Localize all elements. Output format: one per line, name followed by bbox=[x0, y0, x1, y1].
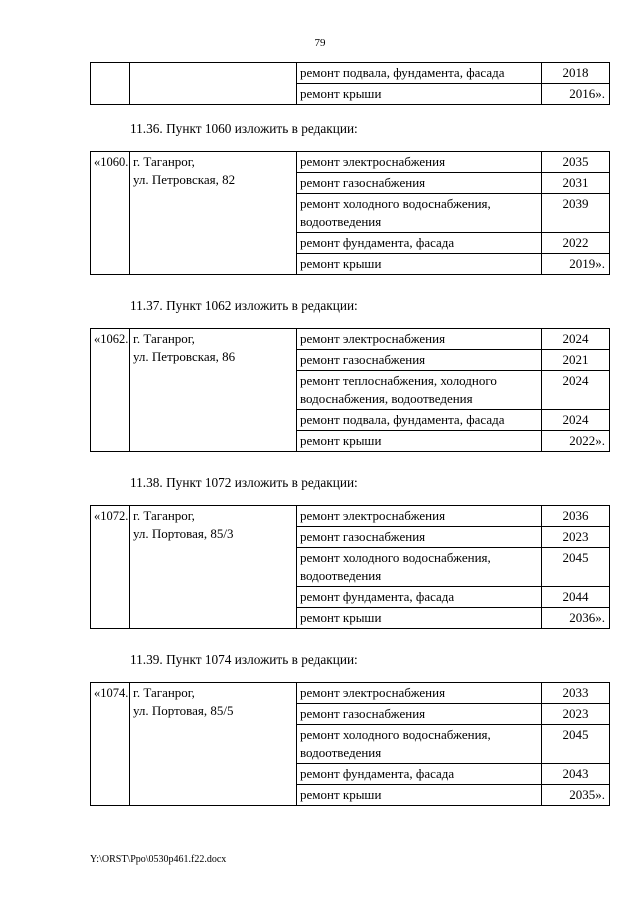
number-cell bbox=[91, 63, 130, 105]
address-line: г. Таганрог, bbox=[133, 154, 195, 169]
year-cell: 2039 bbox=[542, 194, 610, 233]
work-cell: ремонт холодного водоснабжения, водоотведения bbox=[297, 725, 542, 764]
work-cell: ремонт крыши bbox=[297, 608, 542, 629]
year-cell: 2035». bbox=[542, 785, 610, 806]
work-cell: ремонт электроснабжения bbox=[297, 329, 542, 350]
address-cell bbox=[130, 152, 297, 275]
year-cell: 2045 bbox=[542, 725, 610, 764]
year-cell: 2023 bbox=[542, 704, 610, 725]
work-cell: ремонт крыши bbox=[297, 84, 542, 105]
work-cell: ремонт фундамента, фасада bbox=[297, 764, 542, 785]
year-cell: 2043 bbox=[542, 764, 610, 785]
section-table bbox=[90, 328, 610, 452]
work-cell: ремонт холодного водоснабжения, водоотведения bbox=[297, 548, 542, 587]
work-cell: ремонт газоснабжения bbox=[297, 704, 542, 725]
section-heading: 11.39. Пункт 1074 изложить в редакции: bbox=[130, 652, 358, 667]
year-cell: 2045 bbox=[542, 548, 610, 587]
year-cell: 2019». bbox=[542, 254, 610, 275]
year-cell: 2022 bbox=[542, 233, 610, 254]
section-table bbox=[90, 505, 610, 629]
section-heading: 11.36. Пункт 1060 изложить в редакции: bbox=[130, 121, 358, 136]
page-number: 79 bbox=[314, 37, 326, 49]
work-cell: ремонт фундамента, фасада bbox=[297, 587, 542, 608]
address-cell bbox=[130, 329, 297, 452]
year-cell: 2036». bbox=[542, 608, 610, 629]
work-cell: ремонт электроснабжения bbox=[297, 152, 542, 173]
work-cell: ремонт крыши bbox=[297, 785, 542, 806]
work-cell: ремонт газоснабжения bbox=[297, 173, 542, 194]
year-cell: 2036 bbox=[542, 506, 610, 527]
table-row bbox=[91, 63, 610, 84]
year-cell: 2024 bbox=[542, 371, 610, 410]
continuation-table bbox=[90, 62, 610, 105]
section-heading: 11.37. Пункт 1062 изложить в редакции: bbox=[130, 298, 358, 313]
section-heading: 11.38. Пункт 1072 изложить в редакции: bbox=[130, 475, 358, 490]
year-cell: 2044 bbox=[542, 587, 610, 608]
work-cell: ремонт фундамента, фасада bbox=[297, 233, 542, 254]
address-line: ул. Петровская, 86 bbox=[133, 349, 236, 364]
address-line: ул. Петровская, 82 bbox=[133, 172, 236, 187]
year-cell: 2016». bbox=[542, 84, 610, 105]
year-cell: 2031 bbox=[542, 173, 610, 194]
work-cell: ремонт подвала, фундамента, фасада bbox=[297, 410, 542, 431]
item-number: «1072. bbox=[91, 506, 130, 629]
work-cell: ремонт холодного водоснабжения, водоотведения bbox=[297, 194, 542, 233]
item-number: «1074. bbox=[91, 683, 130, 806]
table-row bbox=[91, 506, 610, 527]
address-line: г. Таганрог, bbox=[133, 685, 195, 700]
address-line: ул. Портовая, 85/5 bbox=[133, 703, 234, 718]
address-cell bbox=[130, 506, 297, 629]
address-line: ул. Портовая, 85/3 bbox=[133, 526, 234, 541]
year-cell: 2022». bbox=[542, 431, 610, 452]
item-number: «1062. bbox=[91, 329, 130, 452]
work-cell: ремонт крыши bbox=[297, 431, 542, 452]
table-row bbox=[91, 329, 610, 350]
work-cell: ремонт электроснабжения bbox=[297, 683, 542, 704]
section-table bbox=[90, 682, 610, 806]
table-row bbox=[91, 152, 610, 173]
address-cell bbox=[130, 63, 297, 105]
work-cell: ремонт теплоснабжения, холодного водоснабжения, водоотведения bbox=[297, 371, 542, 410]
footer-file-path: Y:\ORST\Ppo\0530p461.f22.docx bbox=[90, 854, 227, 865]
work-cell: ремонт газоснабжения bbox=[297, 350, 542, 371]
address-line: г. Таганрог, bbox=[133, 508, 195, 523]
year-cell: 2024 bbox=[542, 329, 610, 350]
year-cell: 2018 bbox=[542, 63, 610, 84]
work-cell: ремонт электроснабжения bbox=[297, 506, 542, 527]
table-row bbox=[91, 683, 610, 704]
item-number: «1060. bbox=[91, 152, 130, 275]
year-cell: 2023 bbox=[542, 527, 610, 548]
address-line: г. Таганрог, bbox=[133, 331, 195, 346]
year-cell: 2024 bbox=[542, 410, 610, 431]
year-cell: 2035 bbox=[542, 152, 610, 173]
work-cell: ремонт подвала, фундамента, фасада bbox=[297, 63, 542, 84]
address-cell bbox=[130, 683, 297, 806]
year-cell: 2033 bbox=[542, 683, 610, 704]
year-cell: 2021 bbox=[542, 350, 610, 371]
work-cell: ремонт крыши bbox=[297, 254, 542, 275]
work-cell: ремонт газоснабжения bbox=[297, 527, 542, 548]
section-table bbox=[90, 151, 610, 275]
